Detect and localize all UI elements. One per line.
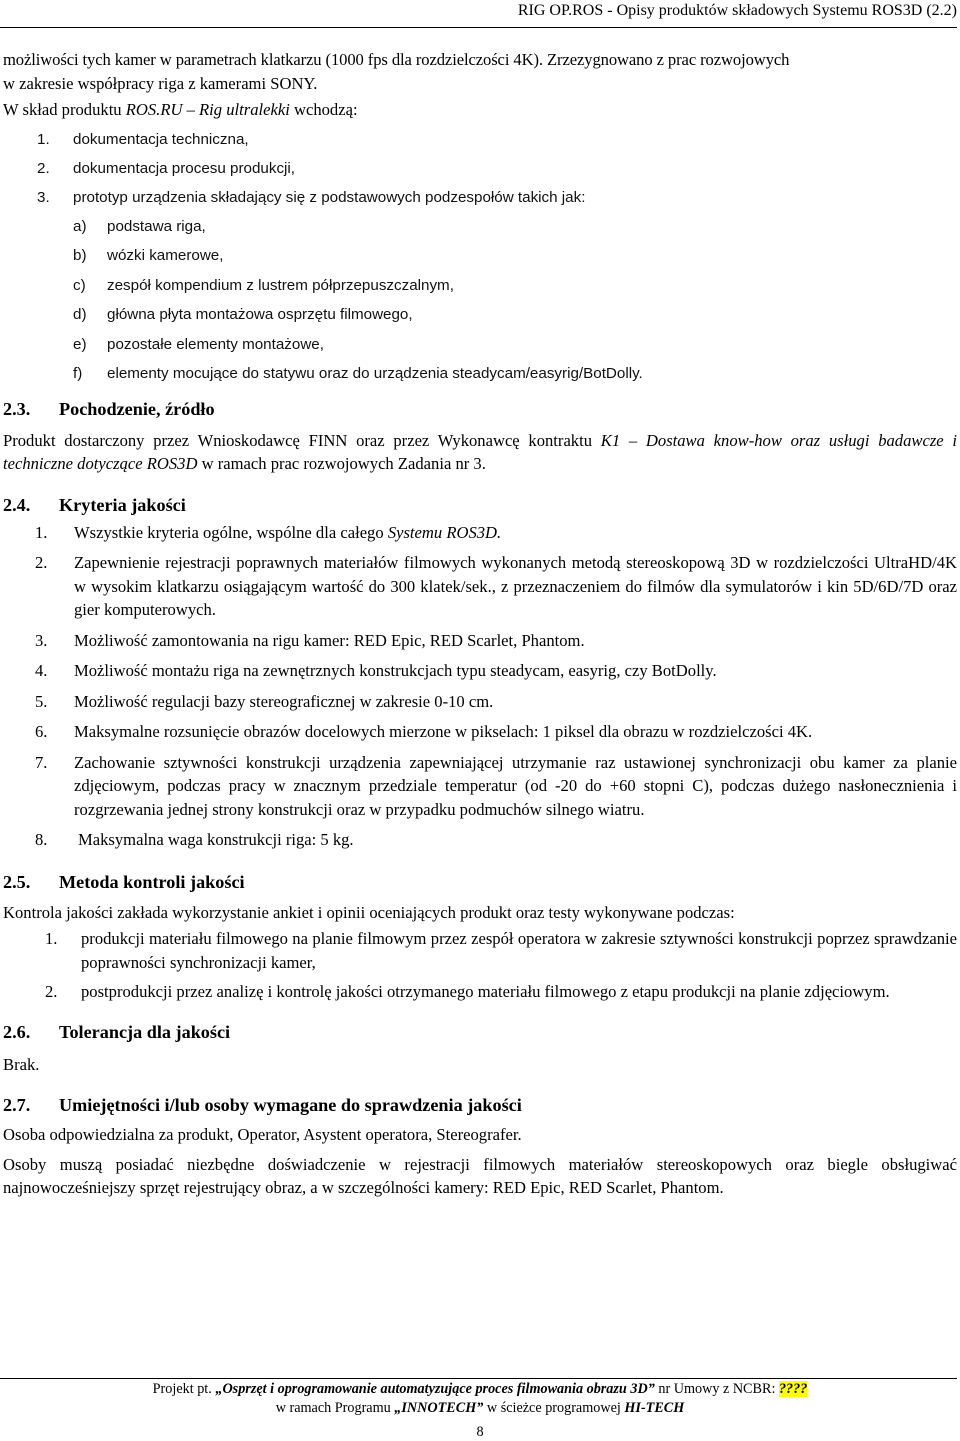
section-number: 2.4.	[3, 494, 31, 515]
list-item-letter: e)	[73, 335, 87, 353]
list-item-number: 5.	[35, 691, 48, 711]
section-heading-2-6	[3, 1020, 957, 1044]
section-heading-2-5	[3, 870, 957, 894]
list-item-text: podstawa riga,	[107, 217, 206, 235]
section-heading-2-4	[3, 493, 957, 517]
list-item-number: 7.	[35, 752, 48, 772]
list-item	[73, 300, 957, 330]
footer-project-title: „Osprzęt i oprogramowanie automatyzujące proces filmowania obrazu 3D”	[215, 1381, 655, 1397]
header-rule	[0, 27, 957, 28]
skills-paragraph-1: Osoba odpowiedzialna za produkt, Operator, Asystent operatora, Stereografer.	[3, 1125, 522, 1144]
list-item-text: Możliwość montażu riga na zewnętrznych konstrukcjach typu steadycam, easyrig, czy BotDolly.	[74, 661, 717, 680]
section-heading-2-7	[3, 1093, 957, 1117]
components-intro-pre: W skład produktu	[3, 100, 126, 119]
contract-name: K1 – Dostawa know-how oraz usługi badawcze i techniczne dotyczące ROS3D	[3, 430, 957, 473]
list-item	[35, 521, 957, 545]
running-header: RIG OP.ROS - Opisy produktów składowych Systemu ROS3D (2.2)	[517, 2, 957, 19]
list-item-letter: a)	[73, 217, 87, 235]
list-item	[35, 751, 957, 822]
list-item-text: Maksymalna waga konstrukcji riga: 5 kg.	[78, 830, 354, 849]
list-item-text: Możliwość regulacji bazy stereograficznej w zakresie 0-10 cm.	[74, 691, 494, 711]
section-title: Pochodzenie, źródło	[59, 398, 215, 419]
section-title: Tolerancja dla jakości	[59, 1021, 231, 1042]
list-item	[73, 330, 957, 360]
section-heading-2-3	[3, 397, 957, 421]
list-item-number: 3.	[37, 188, 50, 206]
list-item	[35, 659, 957, 683]
list-item-text: elementy mocujące do statywu oraz do urządzenia steadycam/easyrig/BotDolly.	[107, 365, 643, 382]
list-item-text: główna płyta montażowa osprzętu filmowego,	[107, 306, 413, 323]
section-title: Kryteria jakości	[59, 494, 186, 515]
system-name: Systemu ROS3D.	[387, 522, 502, 542]
list-item	[35, 690, 957, 714]
list-item-number: 1.	[45, 929, 58, 948]
list-item-number: 2.	[45, 982, 58, 1001]
list-item-number: 1.	[37, 130, 50, 148]
list-item	[45, 927, 957, 974]
quality-criteria-list	[3, 521, 957, 852]
footer-line-2	[0, 1399, 960, 1418]
section-title: Umiejętności i/lub osoby wymagane do sprawdzenia jakości	[59, 1095, 522, 1115]
list-item-number: 3.	[35, 630, 48, 650]
list-item-text: wózki kamerowe,	[107, 247, 224, 264]
list-item-text: Maksymalne rozsunięcie obrazów docelowych mierzone w pikselach: 1 piksel dla obrazu w rozdzielczości 4K.	[74, 722, 813, 741]
section-number: 2.5.	[3, 871, 31, 892]
list-item-text: postprodukcji przez analizę i kontrolę jakości otrzymanego materiału filmowego z etapu produkcji na planie zdjęciowym.	[81, 982, 890, 1001]
list-item-text	[74, 521, 957, 545]
list-item	[35, 828, 957, 852]
footer-path-label: w ścieżce programowej	[483, 1400, 625, 1416]
list-item	[35, 720, 957, 744]
list-item-number: 6.	[35, 722, 48, 741]
product-name: ROS.RU – Rig ultralekki	[125, 100, 290, 119]
list-item	[73, 359, 957, 389]
list-item	[37, 183, 957, 212]
footer-rule	[0, 1378, 957, 1379]
section-title: Metoda kontroli jakości	[59, 871, 245, 892]
list-item-letter: c)	[73, 276, 86, 294]
components-intro-post: wchodzą:	[289, 100, 358, 119]
footer-project-label: Projekt pt.	[152, 1381, 216, 1397]
criterion-text: Wszystkie kryteria ogólne, wspólne dla całego	[74, 522, 388, 542]
list-item	[35, 551, 957, 622]
footer-contract-number: ????	[778, 1381, 808, 1397]
footer-program-name: „INNOTECH”	[394, 1400, 484, 1416]
footer-contract-label: nr Umowy z NCBR:	[654, 1381, 779, 1397]
list-item-number: 1.	[35, 522, 48, 542]
list-item	[73, 271, 957, 301]
list-item	[37, 125, 957, 154]
section-number: 2.7.	[3, 1095, 31, 1115]
list-item-text: zespół kompendium z lustrem półprzepuszczalnym,	[107, 276, 454, 294]
list-item-letter: d)	[73, 306, 87, 323]
section-number: 2.6.	[3, 1021, 31, 1042]
intro-line-1: możliwości tych kamer w parametrach klatkarzu (1000 fps dla rozdzielczości 4K). Zrzezygnowano z prac rozwojowych	[3, 50, 790, 69]
footer-program-label: w ramach Programu	[275, 1400, 395, 1416]
list-item-text: dokumentacja procesu produkcji,	[73, 159, 296, 177]
list-item	[45, 980, 957, 1004]
list-item-text: produkcji materiału filmowego na planie filmowym przez zespół operatora w zakresie sztywności konstrukcji poprzez sprawdzanie poprawności synchronizacji kamer,	[81, 929, 957, 972]
list-item-text: dokumentacja techniczna,	[73, 130, 249, 148]
origin-paragraph	[3, 429, 957, 476]
list-item-number: 8.	[35, 830, 48, 849]
control-intro: Kontrola jakości zakłada wykorzystanie ankiet i opinii oceniających produkt oraz testy wykonywane podczas:	[3, 902, 735, 922]
list-item	[37, 154, 957, 183]
list-item-text: prototyp urządzenia składający się z podstawowych podzespołów takich jak:	[73, 188, 586, 206]
list-item-number: 4.	[35, 661, 48, 680]
list-item-letter: b)	[73, 247, 87, 264]
origin-text-1: Produkt dostarczony przez Wnioskodawcę FINN oraz przez Wykonawcę kontraktu	[3, 430, 601, 450]
list-item	[73, 212, 957, 242]
page-content	[3, 48, 957, 1200]
list-item-text: Możliwość zamontowania na rigu kamer: RED Epic, RED Scarlet, Phantom.	[74, 630, 585, 650]
page-number: 8	[476, 1424, 484, 1440]
skills-paragraph-2: Osoby muszą posiadać niezbędne doświadczenie w rejestracji filmowych materiałów stereoskopowych oraz biegle obsługiwać najnowocześniejszy sprzęt rejestrujący obraz, a w szczególności kamery: RED Epic, RED Scarlet, Phantom.	[3, 1154, 957, 1197]
tolerance-text: Brak.	[3, 1054, 40, 1074]
control-list	[3, 927, 957, 1004]
origin-text-2: w ramach prac rozwojowych Zadania nr 3.	[197, 454, 486, 473]
list-item-text: Zachowanie sztywności konstrukcji urządzenia zapewniającej utrzymanie raz ustawionej synchronizacji obu kamer za planie zdjęciowym, podczas pracy w znacznym przedziale temperatur (od -20 do +60 stopni C), podczas dużego nasłonecznienia i rozgrzewania jednej strony konstrukcji oraz w przypadku podmuchów silnego wiatru.	[74, 752, 957, 819]
list-item	[35, 629, 957, 653]
footer-path-name: HI-TECH	[624, 1400, 685, 1416]
intro-line-2: w zakresie współpracy riga z kamerami SONY.	[3, 73, 318, 93]
list-item-text: pozostałe elementy montażowe,	[107, 335, 324, 353]
list-item-number: 2.	[37, 159, 50, 177]
list-item-text: Zapewnienie rejestracji poprawnych materiałów filmowych wykonanych metodą stereoskopową 3D w rozdzielczości UltraHD/4K w wysokim klatkarzu osiągającym wartość do 300 klatek/sek., z przeznaczeniem do filmów dla symulatorów i kin 5D/6D/7D oraz gier komputerowych.	[74, 553, 957, 619]
subcomponents-list	[3, 212, 957, 389]
section-number: 2.3.	[3, 398, 31, 419]
components-list	[3, 125, 957, 212]
components-intro	[3, 98, 957, 122]
list-item-number: 2.	[35, 553, 48, 572]
list-item	[73, 241, 957, 271]
footer-line-1	[0, 1380, 960, 1399]
list-item-letter: f)	[73, 365, 83, 382]
page-footer	[0, 1380, 960, 1418]
